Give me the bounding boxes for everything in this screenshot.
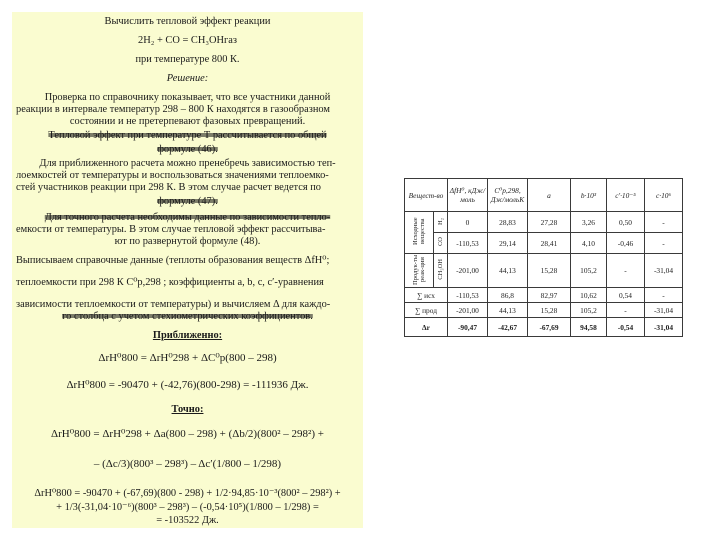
table-cell: - bbox=[645, 212, 683, 233]
table-cell: 94,58 bbox=[571, 318, 607, 337]
substance-cell: CH₃OH bbox=[434, 254, 448, 288]
exact-calculation-line2: + 1/3(-31,04·10⁻⁶)(800³ – 298³) – (-0,54·10⁵)(1/800 – 1/298) = bbox=[56, 502, 319, 513]
text-line: Выписываем справочные данные (теплоты образования веществ ΔfH⁰; bbox=[16, 255, 330, 266]
table-cell: - bbox=[607, 254, 645, 288]
table-row bbox=[405, 233, 683, 254]
header-cell: c·10⁶ bbox=[645, 179, 683, 212]
header-cell: ΔfH⁰, кДж/моль bbox=[448, 179, 488, 212]
text-line: формуле (47). bbox=[157, 196, 218, 207]
exact-calculation-line1: ΔrH⁰800 = -90470 + (-67,69)(800 - 298) + 1/2·94,85·10⁻³(800² – 298²) + bbox=[34, 488, 341, 499]
task-title: Вычислить тепловой эффект реакции bbox=[104, 16, 271, 27]
table-cell: -42,67 bbox=[488, 318, 528, 337]
table-cell: 4,10 bbox=[571, 233, 607, 254]
table-cell: - bbox=[645, 233, 683, 254]
table-cell: 27,28 bbox=[528, 212, 571, 233]
text-line: ют по развернутой формуле (48). bbox=[114, 236, 261, 247]
substance-cell: H₂ bbox=[434, 212, 448, 233]
reference-data-table bbox=[404, 178, 683, 337]
table-cell: 0,50 bbox=[607, 212, 645, 233]
table-cell: 44,13 bbox=[488, 303, 528, 318]
table-cell: 86,8 bbox=[488, 288, 528, 303]
table-row bbox=[405, 212, 683, 233]
table-cell: - bbox=[645, 288, 683, 303]
table-cell: 28,41 bbox=[528, 233, 571, 254]
group-label-reactants: Исходные вещества bbox=[405, 212, 434, 254]
header-cell: Вещест-во bbox=[405, 179, 448, 212]
table-cell: -201,00 bbox=[448, 254, 488, 288]
table-cell: - bbox=[607, 303, 645, 318]
table-cell: -0,54 bbox=[607, 318, 645, 337]
text-line: зависимости теплоемкости от температуры) и вычисляем Δ для каждо- bbox=[16, 299, 331, 310]
table-cell: 105,2 bbox=[571, 254, 607, 288]
approx-formula: ΔrH⁰800 = ΔrH⁰298 + ΔC⁰p(800 – 298) bbox=[98, 352, 277, 364]
header-cell: a bbox=[528, 179, 571, 212]
table-cell: -90,47 bbox=[448, 318, 488, 337]
text-line: Для точного расчета необходимы данные по зависимости тепло- bbox=[44, 212, 331, 223]
table-cell: -0,46 bbox=[607, 233, 645, 254]
table-cell: -201,00 bbox=[448, 303, 488, 318]
table-row bbox=[405, 254, 683, 288]
table-cell: 15,28 bbox=[528, 303, 571, 318]
solution-panel bbox=[12, 12, 363, 528]
table-cell: 0 bbox=[448, 212, 488, 233]
text-line: теплоемкости при 298 К C⁰p,298 ; коэффициенты a, b, c, c′-уравнения bbox=[16, 277, 324, 288]
table-cell: 10,62 bbox=[571, 288, 607, 303]
text-line: стей участников реакции при 298 К. В этом случае расчет ведется по bbox=[16, 182, 321, 193]
table-cell: -110,53 bbox=[448, 233, 488, 254]
delta-label: Δr bbox=[405, 318, 448, 337]
sum-label: ∑ прод bbox=[405, 303, 448, 318]
table-cell: 29,14 bbox=[488, 233, 528, 254]
text-line: Тепловой эффект при температуре Т рассчитывается по общей bbox=[48, 130, 327, 141]
exact-heading: Точно: bbox=[171, 404, 204, 415]
table-header-row bbox=[405, 179, 683, 212]
approx-calculation: ΔrH⁰800 = -90470 + (-42,76)(800-298) = -111936 Дж. bbox=[66, 379, 309, 391]
table-cell: -110,53 bbox=[448, 288, 488, 303]
table-cell: 3,26 bbox=[571, 212, 607, 233]
table-cell: 105,2 bbox=[571, 303, 607, 318]
header-cell: b·10³ bbox=[571, 179, 607, 212]
table-cell: -31,04 bbox=[645, 318, 683, 337]
text-line: Проверка по справочнику показывает, что все участники данной bbox=[44, 92, 331, 103]
exact-formula-line2: – (Δc/3)(800³ – 298³) – Δc′(1/800 – 1/298) bbox=[93, 458, 282, 470]
table-sum-row bbox=[405, 288, 683, 303]
text-line: го столбца с учетом стехиометрических коэффициентов. bbox=[62, 311, 313, 322]
text-line: формуле (46). bbox=[157, 144, 218, 155]
table-cell: 82,97 bbox=[528, 288, 571, 303]
solution-heading: Решение: bbox=[166, 73, 209, 84]
table-cell: 28,83 bbox=[488, 212, 528, 233]
table-sum-row bbox=[405, 303, 683, 318]
substance-cell: CO bbox=[434, 233, 448, 254]
table-cell: -31,04 bbox=[645, 303, 683, 318]
sum-label: ∑ исх bbox=[405, 288, 448, 303]
text-line: лоемкостей от температуры и воспользоваться значениями теплоемко- bbox=[16, 170, 329, 181]
text-line: емкости от температуры. В этом случае тепловой эффект рассчитыва- bbox=[16, 224, 326, 235]
table-cell: 0,54 bbox=[607, 288, 645, 303]
exact-formula-line1: ΔrH⁰800 = ΔrH⁰298 + Δa(800 – 298) + (Δb/2)(800² – 298²) + bbox=[51, 428, 324, 440]
exact-result: = -103522 Дж. bbox=[156, 515, 219, 526]
approx-heading: Приближенно: bbox=[152, 330, 223, 341]
table-cell: 15,28 bbox=[528, 254, 571, 288]
group-label-products: Продук-ты реак-ции bbox=[405, 254, 434, 288]
task-temperature: при температуре 800 К. bbox=[135, 54, 240, 65]
table-cell: -67,69 bbox=[528, 318, 571, 337]
text-line: Для приближенного расчета можно пренебречь зависимостью теп- bbox=[39, 158, 336, 169]
text-line: состоянии и не претерпевают фазовых превращений. bbox=[69, 116, 306, 127]
header-cell: C⁰p,298, Дж/мольК bbox=[488, 179, 528, 212]
reaction-equation: 2H₂ + CO = CH₃OHгаз bbox=[138, 35, 237, 46]
table-cell: 44,13 bbox=[488, 254, 528, 288]
table-cell: -31,04 bbox=[645, 254, 683, 288]
table-delta-row bbox=[405, 318, 683, 337]
text-line: реакции в интервале температур 298 – 800 К находятся в газообразном bbox=[16, 104, 330, 115]
header-cell: c′·10⁻⁵ bbox=[607, 179, 645, 212]
